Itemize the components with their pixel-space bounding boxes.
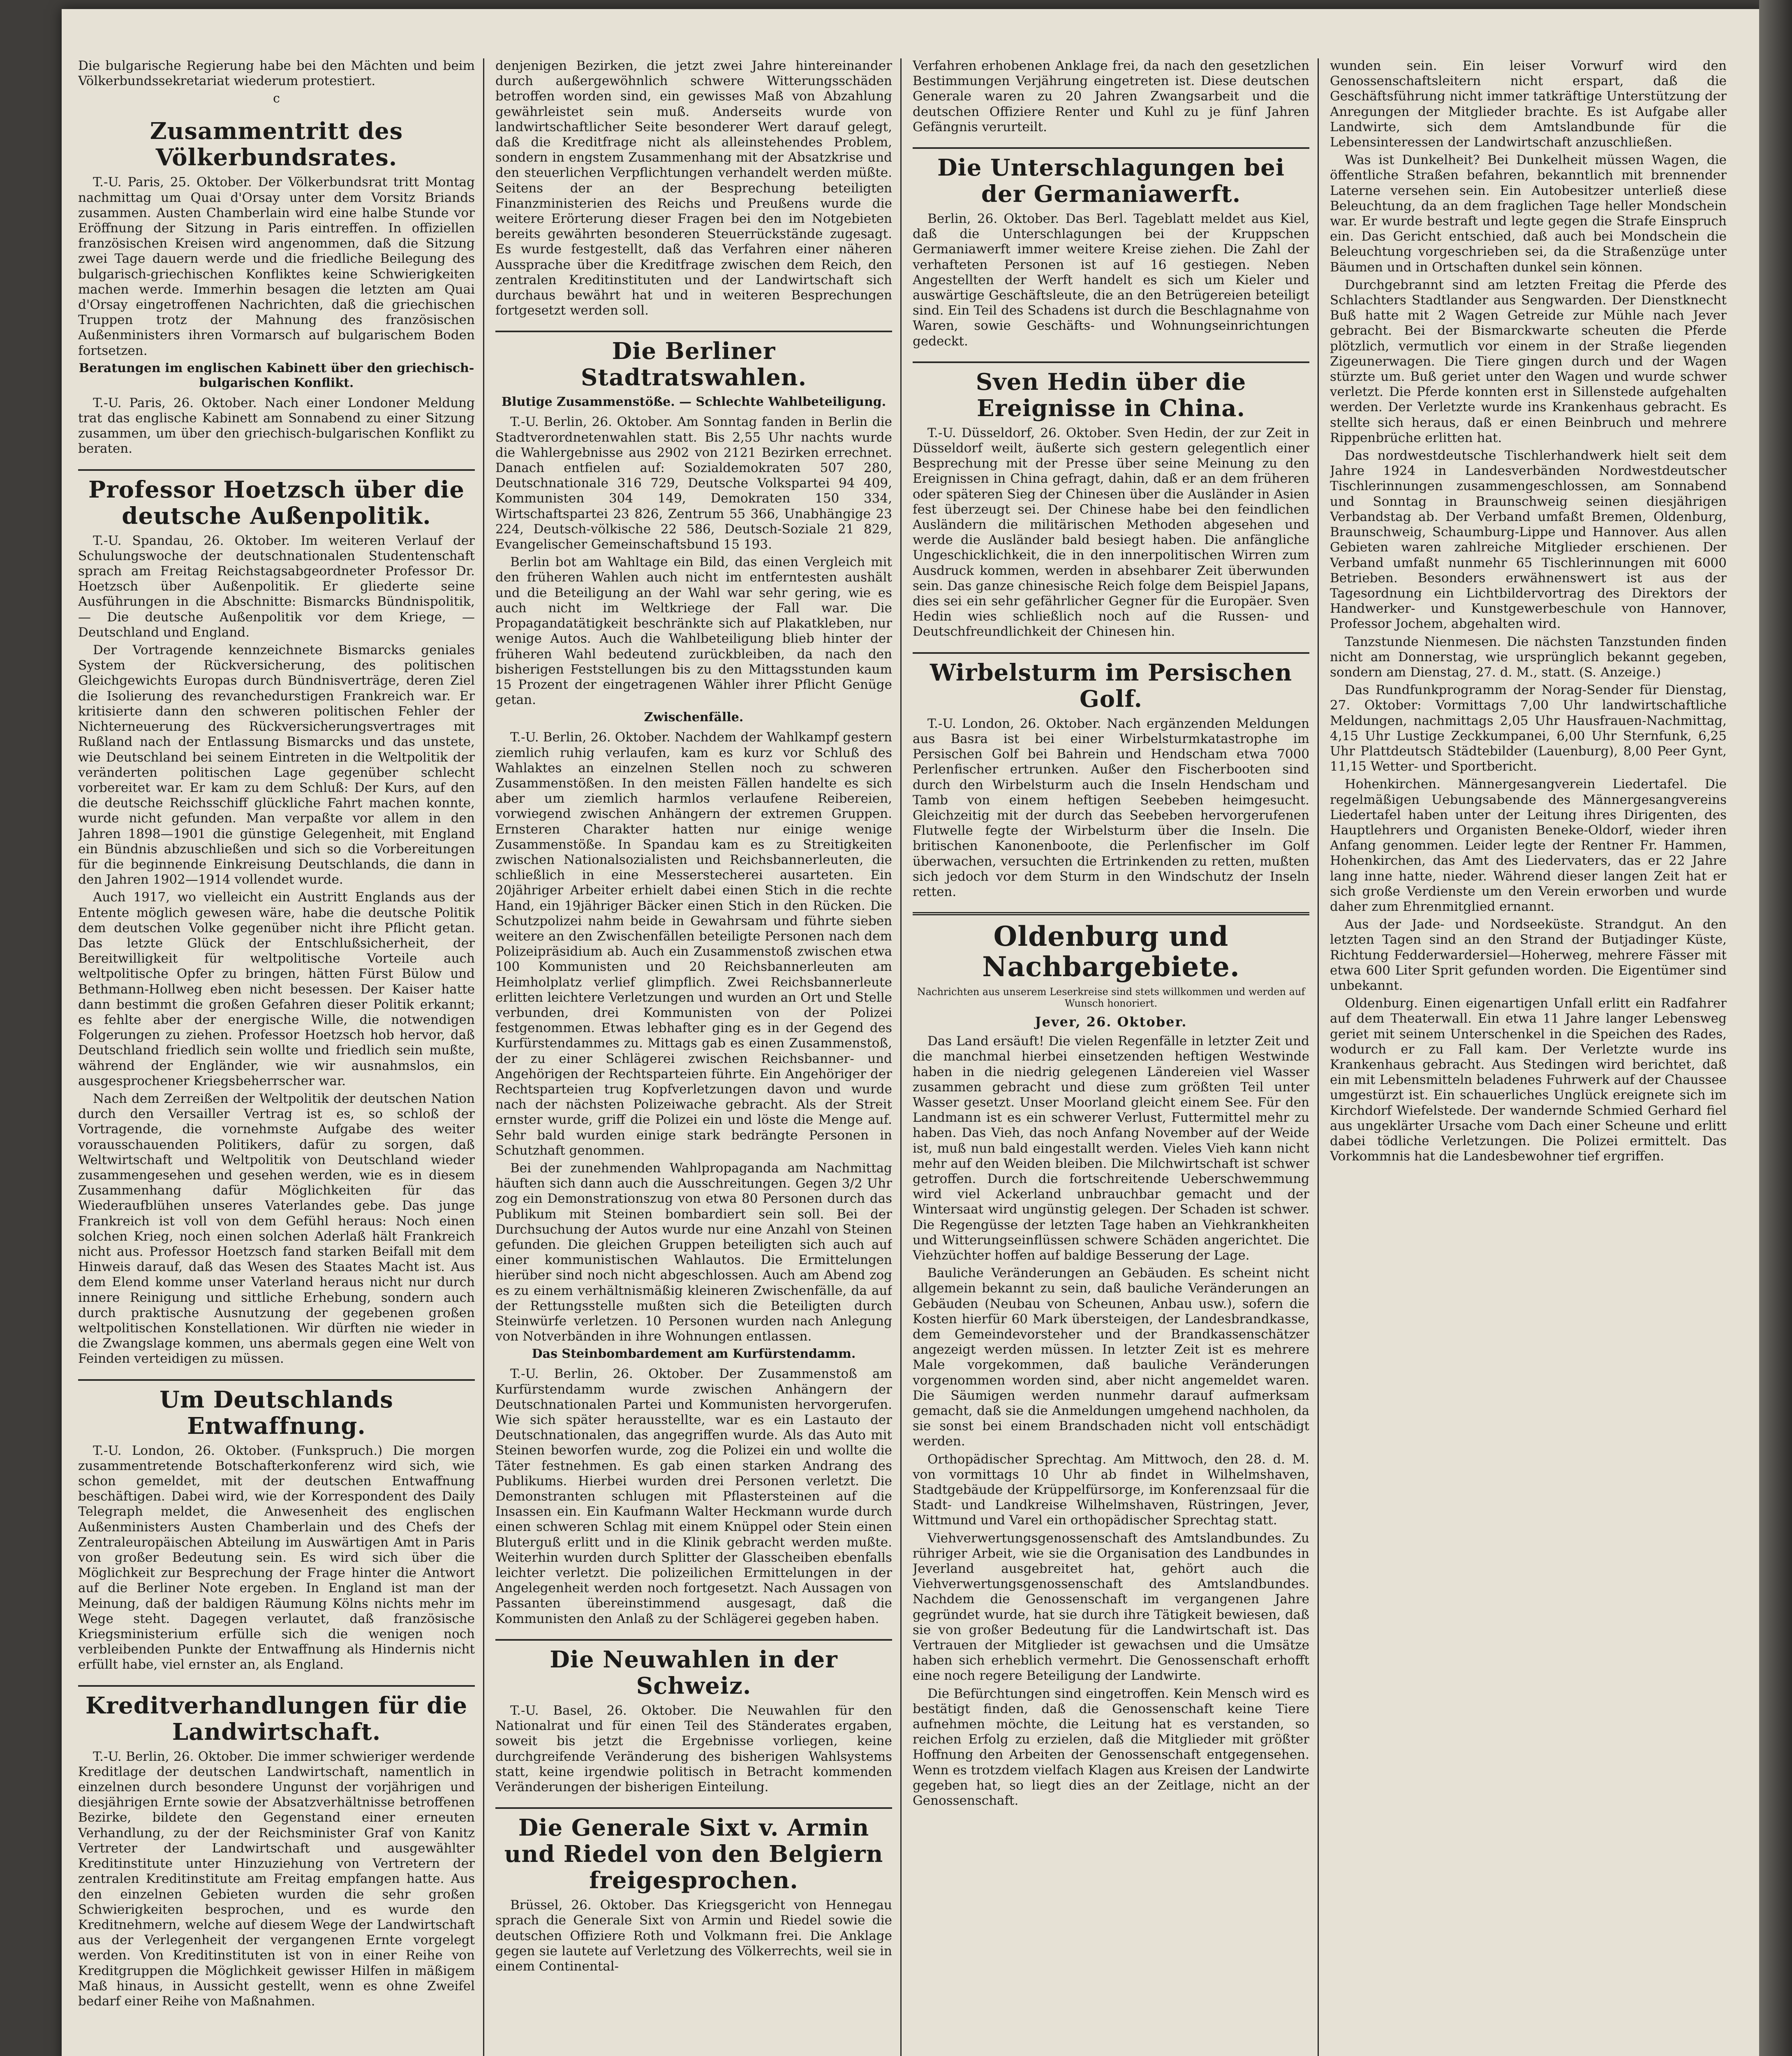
column-4 (1330, 58, 1727, 2056)
section-oldenburg (913, 921, 1309, 1808)
article-paragraph: Bauliche Veränderungen an Gebäuden. Es scheint nicht allgemein bekannt zu sein, daß bauliche Veränderungen an Gebäuden (Neubau von Scheunen, Anbau usw.), sofern die Kosten hierfür 60 Mark übersteigen, der Landesbrandkasse, dem Gemeindevorsteher und der Brandkassenschätzer angezeigt werden müssen. In letzter Zeit ist es mehrere Male vorgekommen, daß bauliche Veränderungen vorgenommen worden sind, aber nicht angemeldet waren. Die Säumigen werden nunmehr darauf aufmerksam gemacht, daß sie die Anmeldungen umgehend nachholen, da sie sonst bei einem Brandschaden nicht voll entschädigt werden. (913, 1266, 1309, 1449)
section-divider (913, 912, 1309, 915)
headline: Professor Hoetzsch über die deutsche Außenpolitik. (88, 476, 465, 530)
article-kredit-continued (495, 58, 892, 318)
column-2 (495, 58, 892, 2056)
article-paragraph: T.-U. Düsseldorf, 26. Oktober. Sven Hedin, der zur Zeit in Düsseldorf weilt, äußerte sich gestern gelegentlich einer Besprechung mit der Presse über seine Meinung zu den Ereignissen in China gefragt, dahin, daß er an dem früheren oder späteren Sieg der Chinesen über die Ausländer in Asien fest überzeugt sei. Der Chinese habe bei den feindlichen Ausländern die militärischen Methoden abgesehen und werde die Ausländer bald besiegt haben. Die anfängliche Ungeschicklichkeit, die in den innerpolitischen Wirren zum Ausdruck kommen, werden in absehbarer Zeit überwunden sein. Das ganze chinesische Reich folge dem Beispiel Japans, dies sei ein sehr gefährlicher Gegner für die Europäer. Sven Hedin wies schließlich noch auf die Russen- und Deutschfreundlichkeit der Chinesen hin. (913, 425, 1309, 639)
article-divider (78, 1379, 475, 1381)
subheadline: Zwischenfälle. (644, 710, 744, 725)
subheadline: Blutige Zusammenstöße. — Schlechte Wahlbeteiligung. (501, 395, 886, 410)
article-paragraph: Verfahren erhobenen Anklage frei, da nach den gesetzlichen Bestimmungen Verjährung eingetreten ist. Diese deutschen Generale waren zu 20 Jahren Zwangsarbeit und die deutschen Offiziere Renter und Kuhl zu je fünf Jahren Gefängnis verurteilt. (913, 58, 1309, 134)
dateline: Jever, 26. Oktober. (1035, 1014, 1187, 1030)
article-paragraph: T.-U. Berlin, 26. Oktober. Der Zusammenstoß am Kurfürstendamm wurde zwischen Anhängern der Deutschnationalen Partei und Kommunisten hervorgerufen. Wie sich später herausstellte, war es ein Lastauto der Deutschnationalen, das angegriffen wurde. Als das Auto mit Steinen beworfen wurde, zog die Polizei ein und wollte die Täter festnehmen. Es gab einen starken Andrang des Publikums. Hierbei wurden drei Personen verletzt. Die Demonstranten schlugen mit Pflastersteinen auf die Insassen ein. Ein Kaufmann Walter Heckmann wurde durch einen schweren Schlag mit einem Knüppel oder Stein einen Bluterguß erlitt und in die Klinik gebracht werden mußte. Weiterhin wurden durch Splitter der Glasscheiben ebenfalls leichter verletzt. Die polizeilichen Ermittelungen in der Angelegenheit werden noch fortgesetzt. Nach Aussagen von Passanten übereinstimmend ausgesagt, daß die Kommunisten den Anlaß zu der Schlägerei gegeben haben. (495, 1366, 892, 1626)
column-rule (900, 58, 902, 2056)
article-paragraph: T.-U. Paris, 25. Oktober. Der Völkerbundsrat tritt Montag nachmittag um Quai d'Orsay unter dem Vorsitz Briands zusammen. Austen Chamberlain wird eine halbe Stunde vor Eröffnung der Sitzung in Paris eintreffen. In offiziellen französischen Kreisen wird angenommen, daß die Sitzung zwei Tage dauern werde und die friedliche Beilegung des bulgarisch-griechischen Konfliktes keine Schwierigkeiten machen werde. Immerhin besagen die letzten am Quai d'Orsay eingetroffenen Nachrichten, daß die griechischen Truppen trotz der Mahnung des französischen Außenministers ihren Vormarsch auf bulgarischem Boden fortsetzen. (78, 175, 475, 358)
article-generale-continued (913, 58, 1309, 135)
article-paragraph: Orthopädischer Sprechtag. Am Mittwoch, den 28. d. M. von vormittags 10 Uhr ab findet in Wilhelmshaven, Stadtgebäude der Krüppelfürsorge, im Konferenzsaal für die Stadt- und Landkreise Wilhelmshaven, Rüstringen, Jever, Wittmund und Varel ein orthopädischer Sprechtag statt. (913, 1452, 1309, 1528)
article-paragraph: Das Rundfunkprogramm der Norag-Sender für Dienstag, 27. Oktober: Vormittags 7,00 Uhr landwirtschaftliche Meldungen, nachmittags 2,05 Uhr Hausfrauen-Nachmittag, 4,15 Uhr Lustige Zeckkumpanei, 6,00 Uhr Sternfunk, 6,25 Uhr Plattdeutsch Städtebilder (Lauenburg), 8,00 Peer Gynt, 11,15 Wetter- und Sportbericht. (1330, 683, 1727, 774)
page-edge-shadow (1759, 0, 1792, 2056)
subheadline: Beratungen im englischen Kabinett über den griechisch-bulgarischen Konflikt. (79, 361, 474, 390)
headline: Die Berliner Stadtratswahlen. (580, 338, 807, 391)
section-headline: Oldenburg und Nachbargebiete. (982, 920, 1240, 983)
article-entwaffnung (78, 1387, 475, 1673)
article-paragraph: T.-U. Berlin, 26. Oktober. Am Sonntag fanden in Berlin die Stadtverordnetenwahlen statt. Bis 2,55 Uhr nachts wurde die Wahlergebnisse aus 2902 von 2121 Bezirken errechnet. Danach entfielen auf: Sozialdemokraten 507 280, Deutschnationale 316 729, Deutsche Volkspartei 94 409, Kommunisten 304 149, Demokraten 150 334, Wirtschaftspartei 23 826, Zentrum 55 366, Unabhängige 23 224, Deutsch-völkische 22 586, Deutsch-Soziale 21 829, Evangelischer Gemeinschaftsbund 15 193. (495, 414, 892, 552)
column-rule (483, 58, 484, 2056)
headline: Die Generale Sixt v. Armin und Riedel von den Belgiern freigesprochen. (504, 1814, 883, 1894)
article-paragraph: Oldenburg. Einen eigenartigen Unfall erlitt ein Radfahrer auf dem Theaterwall. Ein etwa 11 Jahre langer Lebensweg geriet mit seinem Unterschenkel in die Speichen des Rades, wodurch er zu Fall kam. Der Verletzte wurde ins Krankenhaus gebracht. Aus Stedingen wird berichtet, daß ein mit Lebensmitteln beladenes Fuhrwerk auf der Chaussee umgestürzt ist. Ein schauerliches Unglück ereignete sich im Kirchdorf Wiefelstede. Der wandernde Schmied Gerhard fiel aus ungeklärter Ursache vom Dach einer Scheune und erlitt dabei tödliche Verletzungen. Die Polizei ermittelt. Das Vorkommnis hat die Landesbewohner tief ergriffen. (1330, 996, 1727, 1164)
article-paragraph: T.-U. Berlin, 26. Oktober. Nachdem der Wahlkampf gestern ziemlich ruhig verlaufen, kam es kurz vor Schluß des Wahlaktes an einzelnen Stellen noch zu schweren Zusammenstößen. In den meisten Fällen handelte es sich aber um ziemlich harmlos verlaufene Reibereien, vorwiegend zwischen Anhängern der extremen Gruppen. Ernsteren Charakter hatten nur einige wenige Zusammenstöße. In Spandau kam es zu Streitigkeiten zwischen Nationalsozialisten und Reichsbannerleuten, die schließlich in eine Messerstecherei ausarteten. Ein 20jähriger Arbeiter erhielt dabei einen Stich in die rechte Hand, ein 19jähriger Bäcker einen Stich in den Rücken. Die Schutzpolizei nahm beide in Gewahrsam und führte sieben weitere an den Zwischenfällen beteiligte Personen nach dem Polizeipräsidium ab. Auch ein Zusammenstoß zwischen etwa 100 Kommunisten und 20 Reichsbannerleuten am Heimholplatz verlief glimpflich. Zwei Reichsbannerleute erlitten leichtere Verletzungen und wurden an Ort und Stelle verbunden, drei Kommunisten von der Polizei festgenommen. Etwas lebhafter ging es in der Gegend des Kurfürstendammes zu. Mittags gab es einen Zusammenstoß, der zu einer Schlägerei zwischen Reichsbanner- und Angehörigen der Rechtsparteien führte. Ein Angehöriger der Rechtsparteien trug Kopfverletzungen davon und wurde nach der nächsten Polizeiwache gebracht. Als der Streit ernster wurde, griff die Polizei ein und löste die Menge auf. Sehr bald wurden einige stark bedrängte Personen in Schutzhaft genommen. (495, 730, 892, 1158)
article-paragraph: Auch 1917, wo vielleicht ein Austritt Englands aus der Entente möglich gewesen wäre, habe die deutsche Politik dem deutschen Volke gegenüber nicht ihre Pflicht getan. Das letzte Glück der Entschlußsicherheit, der Bereitwilligkeit für weltpolitische Vorteile auch weltpolitische Opfer zu bringen, hätten Fürst Bülow und Bethmann-Hollweg eben nicht besessen. Der Kaiser hatte dann bestimmt die großen Gefahren dieser Politik erkannt; es fehlte aber der energische Wille, die notwendigen Folgerungen zu ziehen. Professor Hoetzsch hob hervor, daß Deutschland friedlich sein wollte und friedlich sein mußte, während der Engländer, wie wir ausnahmslos, ein ausgesprochener Kriegsbeherrscher war. (78, 890, 475, 1088)
intro-text: Die bulgarische Regierung habe bei den Mächten und beim Völkerbundssekretariat wiederum protestiert. (78, 58, 475, 89)
column-3 (913, 58, 1309, 2056)
column-rule (1318, 58, 1319, 2056)
section-note: Nachrichten aus unserem Leserkreise sind stets willkommen und werden auf Wunsch honoriert. (917, 986, 1305, 1009)
article-paragraph: denjenigen Bezirken, die jetzt zwei Jahre hintereinander durch außergewöhnlich schwere Witterungsschäden betroffen worden sind, ein gewisses Maß von Abzahlung gewährleistet sein muß. Anderseits wurde von landwirtschaftlicher Seite besonderer Wert darauf gelegt, daß die Kreditfrage nicht als alleinstehendes Problem, sondern in engstem Zusammenhang mit der Absatzkrise und den steuerlichen Verpflichtungen verhandelt werden müßte. Seitens der an der Besprechung beteiligten Finanzministerien des Reichs und Preußens wurde die weitere Erörterung dieser Fragen bei den im Notgebieten bereits gewährten besonderen Steuerrückstände zugesagt. Es wurde festgestellt, daß das Verfahren einer näheren Aussprache über die Kreditfrage zwischen dem Reich, den zentralen Kreditinstituten und der Landwirtschaft sich durchaus bewährt hat und in weiteren Besprechungen fortgesetzt werden soll. (495, 58, 892, 318)
article-voelkerbundsrat (78, 118, 475, 456)
article-divider (78, 469, 475, 471)
article-paragraph: Der Vortragende kennzeichnete Bismarcks geniales System der Rückversicherung, des politischen Gleichgewichts Europas durch Bündnisverträge, deren Ziel die Isolierung des revanchedurstigen Frankreich war. Er kritisierte dann den schweren politischen Fehler der Nichterneuerung des Rückversicherungsvertrages mit Rußland nach der Entlassung Bismarcks und das unstete, wie Deutschland bei seinem Eintreten in die Weltpolitik der veränderten politischen Lage gegenüber schlecht vorbereitet war. Er kam zu dem Schluß: Der Kurs, auf den die deutsche Reichsschiff glückliche Fahrt machen konnte, wurde nicht gefunden. Man verpaßte vor allem in den Jahren 1898—1901 die günstige Gelegenheit, mit England ein Bündnis abzuschließen und sich so die Vorbereitungen für die beginnende Einkreisung Deutschlands, die dann in den Jahren 1902—1914 vollendet wurde. (78, 643, 475, 887)
article-paragraph: Tanzstunde Nienmesen. Die nächsten Tanzstunden finden nicht am Donnerstag, wie ursprünglich bekannt gegeben, sondern am Dienstag, 27. d. M., statt. (S. Anzeige.) (1330, 634, 1727, 680)
article-generale (495, 1815, 892, 1974)
article-paragraph: Brüssel, 26. Oktober. Das Kriegsgericht von Hennegau sprach die Generale Sixt von Armin und Riedel sowie die deutschen Offiziere Roth und Volkmann frei. Die Anklage gegen sie lautete auf Verletzung des Völkerrechts, weil sie in einem Continental- (495, 1898, 892, 1974)
article-paragraph: Nach dem Zerreißen der Weltpolitik der deutschen Nation durch den Versailler Vertrag ist es, so schloß der Vortragende, die vornehmste Aufgabe des weiter vorausschauenden Politikers, dafür zu sorgen, daß Weltwirtschaft und Weltpolitik von Deutschland wieder zusammengesehen und gesehen werden, wie es in diesem Zusammenhang dafür Möglichkeiten für das Wiederaufblühen unseres Vaterlandes gebe. Das junge Frankreich ist voll von dem Gefühl heraus: Noch einen solchen Krieg, noch einen solchen Aderlaß hält Frankreich nicht aus. Professor Hoetzsch fand starken Beifall mit dem Hinweis darauf, daß das Wesen des Staates Macht ist. Aus dem Elend komme unser Vaterland heraus nicht nur durch innere Reinigung und sittliche Erhebung, sondern auch durch praktische Ausnutzung der gegebenen großen weltpolitischen Konstellationen. Wir dürften nie wieder in die Zwangslage kommen, uns abermals gegen eine Welt von Feinden verteidigen zu müssen. (78, 1091, 475, 1366)
article-paragraph: Berlin bot am Wahltage ein Bild, das einen Vergleich mit den früheren Wahlen auch nicht im entferntesten aushält und die Beteiligung an der Wahl war sehr gering, wie es auch nicht im Weltkriege der Fall war. Die Propagandatätigkeit beschränkte sich auf Plakatkleben, nur wenige Autos. Auch die Wahlbeteiligung blieb hinter der früheren Wahl bedeutend zurückbleiben, da nach den bisherigen Feststellungen bis zu den Mittagsstunden kaum 15 Prozent der eingetragenen Wähler ihrer Pflicht Genüge getan. (495, 555, 892, 708)
column-1 (78, 58, 475, 2056)
article-divider (495, 1807, 892, 1809)
article-schweiz (495, 1646, 892, 1795)
article-intro (78, 58, 475, 106)
article-paragraph: T.-U. Paris, 26. Oktober. Nach einer Londoner Meldung trat das englische Kabinett am Sonnabend zu einer Sitzung zusammen, um über den griechisch-bulgarischen Konflikt zu beraten. (78, 395, 475, 456)
article-germaniawerft (913, 155, 1309, 349)
headline: Zusammentritt des Völkerbundsrates. (150, 118, 403, 171)
headline: Die Neuwahlen in der Schweiz. (550, 1646, 838, 1699)
article-paragraph: Aus der Jade- und Nordseeküste. Strandgut. An den letzten Tagen sind an den Strand der Butjadinger Küste, Richtung Fedderwardersiel—Hoherweg, mehrere Fässer mit etwa 600 Liter Sprit gefunden worden. Die Eigentümer sind unbekannt. (1330, 917, 1727, 993)
article-paragraph: T.-U. Basel, 26. Oktober. Die Neuwahlen für den Nationalrat und für einen Teil des Ständerates ergaben, soweit bis jetzt die Ergebnisse vorliegen, keine durchgreifende Veränderung des bisherigen Wahlsystems statt, keine irgendwie politisch in Betracht kommenden Veränderungen der bisherigen Einteilung. (495, 1703, 892, 1794)
article-paragraph: Das nordwestdeutsche Tischlerhandwerk hielt seit dem Jahre 1924 in Landesverbänden Nordwestdeutscher Tischlerinnungen zusammengeschlossen, am Sonnabend und Sonntag in Braunschweig seinen diesjährigen Verbandstag ab. Der Verband umfaßt Bremen, Oldenburg, Braunschweig, Schaumburg-Lippe und Hannover. Aus allen Gebieten waren zahlreiche Mitglieder erschienen. Der Verband umfaßt nunmehr 65 Tischlerinnungen mit 6000 Betrieben. Besonders erwähnenswert ist aus der Tagesordnung ein Lichtbildervortrag des Direktors der Handwerker- und Kunstgewerbeschule von Hannover, Professor Jochem, abgehalten wird. (1330, 448, 1727, 632)
article-paragraph: T.-U. London, 26. Oktober. (Funkspruch.) Die morgen zusammentretende Botschafterkonferenz wird sich, wie schon gemeldet, mit der deutschen Entwaffnung beschäftigen. Dabei wird, wie der Korrespondent des Daily Telegraph meldet, die Anwesenheit des englischen Außenministers Austen Chamberlain und des Chefs der Zentraleuropäischen Abteilung im Auswärtigen Amt in Paris von großer Bedeutung sein. Es wird sich über die Möglichkeit zur Besprechung der Frage hinter die Antwort auf die Berliner Note ergeben. In England ist man der Meinung, daß der baldigen Räumung Kölns nichts mehr im Wege steht. Dagegen verlautet, daß französische Kriegsministerium erfülle sich die wenigen noch verbleibenden Punkte der Entwaffnung als Hindernis nicht erfüllt habe, viel ernster an, als England. (78, 1443, 475, 1672)
article-sven-hedin (913, 369, 1309, 640)
headline: Die Unterschlagungen bei der Germaniawerft. (937, 154, 1285, 208)
article-paragraph: Was ist Dunkelheit? Bei Dunkelheit müssen Wagen, die öffentliche Straßen befahren, bekanntlich mit brennender Laterne versehen sein. Ein Autobesitzer unterließ diese Beleuchtung, da an dem fraglichen Tage heller Mondschein war. Er wurde bestraft und legte gegen die Strafe Einspruch ein. Das Gericht entschied, daß auch bei Mondschein die Beleuchtung vorgeschrieben sei, da die Straßenzüge unter Bäumen und in Ortschaften dunkel sein können. (1330, 153, 1727, 275)
newspaper-page (62, 9, 1768, 2056)
article-divider (913, 652, 1309, 654)
article-divider (913, 147, 1309, 149)
article-paragraph: Bei der zunehmenden Wahlpropaganda am Nachmittag häuften sich dann auch die Ausschreitungen. Gegen 3/2 Uhr zog ein Demonstrationszug von etwa 80 Personen durch das Publikum mit Steinen bombardiert sein soll. Bei der Durchsuchung der Autos wurde nur eine Anzahl von Steinen gefunden. Die gleichen Gruppen beteiligten sich auch auf einer kommunistischen Wahlautos. Die Ermittelungen hierüber sind noch nicht abgeschlossen. Auch am Abend zog es zu einem verhältnismäßig kleineren Zwischenfälle, da auf der Rettungsstelle mußten sich die Beteiligten durch Steinwürfe verletzen. 10 Personen wurden nach Anlegung von Notverbänden in ihre Wohnungen entlassen. (495, 1161, 892, 1344)
article-divider (913, 361, 1309, 363)
article-paragraph: Hohenkirchen. Männergesangverein Liedertafel. Die regelmäßigen Uebungsabende des Männergesangvereins Liedertafel haben unter der Leitung ihres Dirigenten, des Hauptlehrers und Organisten Beneke-Oldorf, wieder ihren Anfang genommen. Leider legte der Rentner Fr. Hammen, Hohenkirchen, das Amt des Liedervaters, das er 22 Jahre lang inne hatte, nieder. Während dieser langen Zeit hat er sich große Verdienste um den Verein erworben und wurde daher zum Ehrenmitglied ernannt. (1330, 777, 1727, 914)
article-divider (78, 1685, 475, 1687)
article-paragraph: T.-U. Spandau, 26. Oktober. Im weiteren Verlauf der Schulungswoche der deutschnationalen Studentenschaft sprach am Freitag Reichstagsabgeordneter Professor Dr. Hoetzsch über Außenpolitik. Er gliederte seine Ausführungen in die Abschnitte: Bismarcks Bündnispolitik, — Die deutsche Außenpolitik vor dem Kriege, — Deutschland und England. (78, 533, 475, 640)
article-paragraph: T.-U. Berlin, 26. Oktober. Die immer schwieriger werdende Kreditlage der deutschen Landwirtschaft, namentlich in einzelnen durch besondere Ungunst der vorjährigen und diesjährigen Ernte sowie der Absatzverhältnisse betroffenen Bezirke, bildete den Gegenstand einer erneuten Verhandlung, zu der der Reichsminister Graf von Kanitz Vertreter der Landwirtschaft und ausgewählter Kreditinstitute unter Hinzuziehung von Vertretern der zentralen Kreditinstitute am Freitag empfangen hatte. Aus den einzelnen Gebieten wurden die sehr großen Schwierigkeiten besprochen, und es wurde den Kreditnehmern, welche auf diesem Wege der Landwirtschaft aus der Verlegenheit der vergangenen Ernte vorgelegt werden. Von Kreditinstituten ist von in einer Reihe von Kreditgruppen die Möglichkeit gewisser Hilfen in mäßigem Maß hinaus, in Aussicht gestellt, wenn es ohne Zweifel bedarf einer Reihe von Maßnahmen. (78, 1749, 475, 2009)
article-paragraph: T.-U. London, 26. Oktober. Nach ergänzenden Meldungen aus Basra ist bei einer Wirbelsturmkatastrophe im Persischen Golf bei Bahrein und Hendscham etwa 7000 Perlenfischer ertrunken. Außer den Fischerbooten sind durch den Wirbelsturm auch die Inseln Hendscham und Tamb von einem heftigen Seebeben heimgesucht. Gleichzeitig mit der durch das Seebeben hervorgerufenen Flutwelle fegte der Wirbelsturm über die Inseln. Die britischen Kanonenboote, die Perlenfischer im Golf überwachen, versuchten die Ertrinkenden zu retten, mußten sich jedoch vor dem Sturm in den Windschutz der Inseln retten. (913, 716, 1309, 899)
article-paragraph: Das Land ersäuft! Die vielen Regenfälle in letzter Zeit und die manchmal hierbei einsetzenden heftigen Westwinde haben in die niedrig gelegenen Ländereien viel Wasser zusammen gebracht und diese zum größten Teil unter Wasser gesetzt. Unser Moorland gleicht einem See. Für den Landmann ist es ein schwerer Verlust, Futtermittel mehr zu haben. Das Vieh, das noch Anfang November auf der Weide ist, muß nun bald eingestallt werden. Vieles Vieh kann nicht mehr auf den Weiden bleiben. Die Milchwirtschaft ist schwer getroffen. Durch die fortschreitende Ueberschwemmung wird viel Ackerland unbrauchbar gemacht und der Wintersaat wird ungünstig gelegen. Der Schaden ist schwer. Die Regengüsse der letzten Tage haben an Viehkrankheiten und Witterungseinflüssen schwere Schäden angerichtet. Die Viehzüchter hoffen auf baldige Besserung der Lage. (913, 1034, 1309, 1263)
headline: Um Deutschlands Entwaffnung. (160, 1386, 393, 1440)
subheadline: Das Steinbombardement am Kurfürstendamm. (532, 1347, 856, 1361)
headline: Sven Hedin über die Ereignisse in China. (976, 368, 1246, 422)
article-paragraph: Durchgebrannt sind am letzten Freitag die Pferde des Schlachters Stadtlander aus Sengwarden. Der Dienstknecht Buß hatte mit 2 Wagen Getreide zur Mühle nach Jever gebracht. Bei der Bismarckwarte scheuten die Pferde plötzlich, vermutlich vor einem in der Straße liegenden Zigeunerwagen. Die Tiere gingen durch und der Wagen stürzte um. Buß geriet unter den Wagen und wurde schwer verletzt. Die Pferde konnten erst in Sillenstede aufgehalten werden. Der Verletzte wurde ins Krankenhaus gebracht. Es stellte sich heraus, daß er einen Beinbruch und mehrere Rippenbrüche erlitten hat. (1330, 277, 1727, 445)
article-kreditverhandlungen (78, 1692, 475, 2009)
article-divider (495, 331, 892, 332)
article-wirbelsturm (913, 660, 1309, 900)
article-stadtratswahlen (495, 338, 892, 1626)
article-paragraph: Viehverwertungsgenossenschaft des Amtslandbundes. Zu rühriger Arbeit, wie sie die Organisation des Landbundes in Jeverland ausgebreitet hat, gehört auch die Viehverwertungsgenossenschaft des Amtslandbundes. Nachdem die Genossenschaft im vergangenen Jahre gegründet wurde, hat sie durch ihre Tätigkeit bewiesen, daß sie von großer Bedeutung für die Landwirtschaft ist. Das Vertrauen der Mitglieder ist gewachsen und die Umsätze haben sich erheblich vermehrt. Die Genossenschaft erhofft eine noch regere Beteiligung der Landwirte. (913, 1530, 1309, 1683)
article-paragraph: Berlin, 26. Oktober. Das Berl. Tageblatt meldet aus Kiel, daß die Unterschlagungen bei der Kruppschen Germaniawerft immer weitere Kreise ziehen. Die Zahl der verhafteten Personen ist auf 16 gestiegen. Neben Angestellten der Werft handelt es sich um Kieler und auswärtige Geschäftsleute, die an den Betrügereien beteiligt sind. Ein Teil des Schadens ist durch die Beschlagnahme von Waren, sowie Geschäfts- und Wohnungseinrichtungen gedeckt. (913, 211, 1309, 349)
article-divider (495, 1639, 892, 1641)
headline: Wirbelsturm im Persischen Golf. (930, 659, 1293, 713)
separator: c (273, 91, 280, 106)
headline: Kreditverhandlungen für die Landwirtschaft. (85, 1692, 468, 1746)
article-paragraph: wunden sein. Ein leiser Vorwurf wird den Genossenschaftsleitern nicht erspart, daß die Geschäftsführung nicht immer tatkräftige Unterstützung der Anregungen der Mitglieder brachte. Es ist Aufgabe aller Landwirte, sich dem Amtslandbunde für die Lebensinteressen der Landwirtschaft anzuschließen. (1330, 58, 1727, 150)
article-hoetzsch (78, 477, 475, 1367)
article-paragraph: Die Befürchtungen sind eingetroffen. Kein Mensch wird es bestätigt finden, daß die Genossenschaft keine Tiere aufnehmen möchte, die Leitung hat es verstanden, so reichen Erfolg zu erzielen, daß die Mitglieder mit größter Hoffnung den Arbeiten der Genossenschaft entgegensehen. Wenn es trotzdem vielfach Klagen aus Kreisen der Landwirte gegeben hat, so liegt dies an der Zeitlage, nicht an der Genossenschaft. (913, 1686, 1309, 1808)
